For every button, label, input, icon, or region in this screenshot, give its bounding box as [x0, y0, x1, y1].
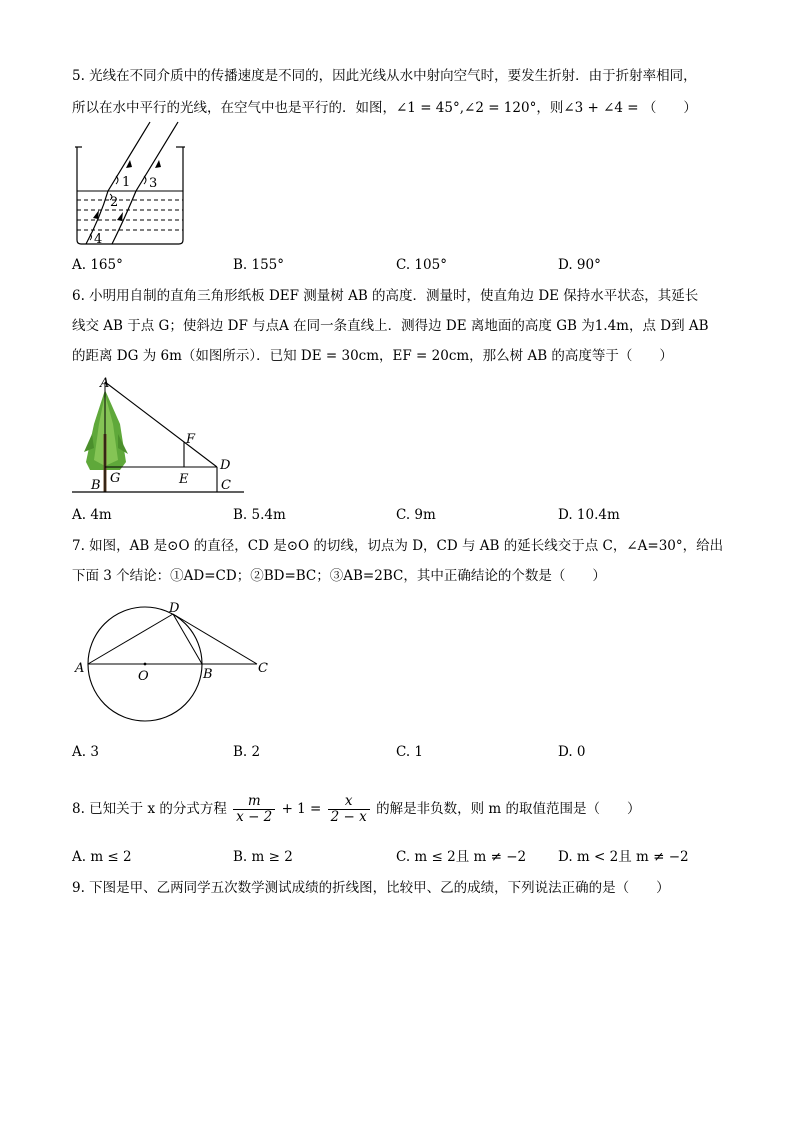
q7-label-d: D	[169, 601, 180, 616]
q7-line-1: 7. 如图，AB 是⊙O 的直径，CD 是⊙O 的切线，切点为 D，CD 与 AB 的延长线交于点 C，∠A=30°，给出	[72, 538, 724, 554]
q5-option-b[interactable]: B. 155°	[233, 257, 285, 273]
q7-label-b: B	[203, 667, 213, 682]
q8-stem	[72, 792, 640, 826]
q8-frac1-denominator: x − 2	[236, 809, 273, 825]
q6-label-d: D	[220, 458, 231, 473]
q8-fraction-2	[328, 794, 370, 825]
q7-option-d[interactable]: D. 0	[558, 744, 586, 760]
q8-prefix: 8. 已知关于 x 的分式方程	[72, 801, 227, 817]
q8-frac2-numerator: x	[328, 794, 370, 810]
q8-frac2-denominator: 2 − x	[330, 809, 367, 825]
q6-label-f: F	[186, 432, 196, 447]
tree-icon	[84, 390, 128, 492]
q5-refraction-figure	[72, 120, 202, 250]
q5-label-2: 2	[110, 195, 119, 210]
q5-label-1: 1	[122, 175, 131, 190]
q6-option-d[interactable]: D. 10.4m	[558, 507, 620, 523]
q6-label-b: B	[91, 478, 101, 493]
q6-option-a[interactable]: A. 4m	[72, 507, 112, 523]
q7-option-b[interactable]: B. 2	[233, 744, 261, 760]
q9-line-1: 9. 下图是甲、乙两同学五次数学测试成绩的折线图，比较甲、乙的成绩，下列说法正确的是（ ）	[72, 880, 670, 896]
q7-option-c[interactable]: C. 1	[396, 744, 424, 760]
q5-option-a[interactable]: A. 165°	[72, 257, 123, 273]
q6-line-2: 线交 AB 于点 G；使斜边 DF 与点A 在同一条直线上．测得边 DE 离地面的高度 GB 为1.4m，点 D到 AB	[72, 318, 709, 334]
q5-label-4: 4	[94, 232, 103, 247]
q8-option-b[interactable]: B. m ≥ 2	[233, 849, 293, 865]
q6-tree-figure	[72, 374, 247, 500]
q6-label-g: G	[110, 471, 121, 486]
q7-line-2: 下面 3 个结论：①AD=CD；②BD=BC；③AB=2BC，其中正确结论的个数是（ ）	[72, 568, 606, 584]
q8-suffix: 的解是非负数，则 m 的取值范围是（ ）	[376, 801, 641, 817]
q6-label-e: E	[179, 472, 189, 487]
q6-option-b[interactable]: B. 5.4m	[233, 507, 286, 523]
q5-option-c[interactable]: C. 105°	[396, 257, 447, 273]
q8-option-a[interactable]: A. m ≤ 2	[72, 849, 132, 865]
q6-label-c: C	[221, 478, 231, 493]
q7-label-c: C	[258, 661, 268, 676]
q8-option-d[interactable]: D. m < 2且 m ≠ −2	[558, 849, 689, 865]
q5-option-d[interactable]: D. 90°	[558, 257, 601, 273]
q7-circle-figure	[72, 598, 272, 728]
q7-option-a[interactable]: A. 3	[72, 744, 99, 760]
q5-line-2: 所以在水中平行的光线，在空气中也是平行的．如图，∠1 = 45°,∠2 = 120°，则∠3 + ∠4 = （ ）	[72, 100, 697, 116]
q7-label-o: O	[138, 669, 149, 684]
q8-middle: + 1 =	[281, 801, 322, 817]
q8-fraction-1	[233, 794, 275, 825]
q6-line-3: 的距离 DG 为 6m（如图所示）．已知 DE = 30cm，EF = 20cm，那么树 AB 的高度等于（ ）	[72, 348, 673, 364]
q6-label-a: A	[100, 376, 110, 391]
q5-line-1: 5. 光线在不同介质中的传播速度是不同的，因此光线从水中射向空气时，要发生折射．由于折射率相同，	[72, 68, 697, 84]
q8-option-c[interactable]: C. m ≤ 2且 m ≠ −2	[396, 849, 527, 865]
q6-option-c[interactable]: C. 9m	[396, 507, 436, 523]
q7-label-a: A	[75, 661, 85, 676]
q8-frac1-numerator: m	[233, 794, 275, 810]
q5-label-3: 3	[149, 176, 158, 191]
q6-line-1: 6. 小明用自制的直角三角形纸板 DEF 测量树 AB 的高度．测量时，使直角边 DE 保持水平状态，其延长	[72, 288, 699, 304]
